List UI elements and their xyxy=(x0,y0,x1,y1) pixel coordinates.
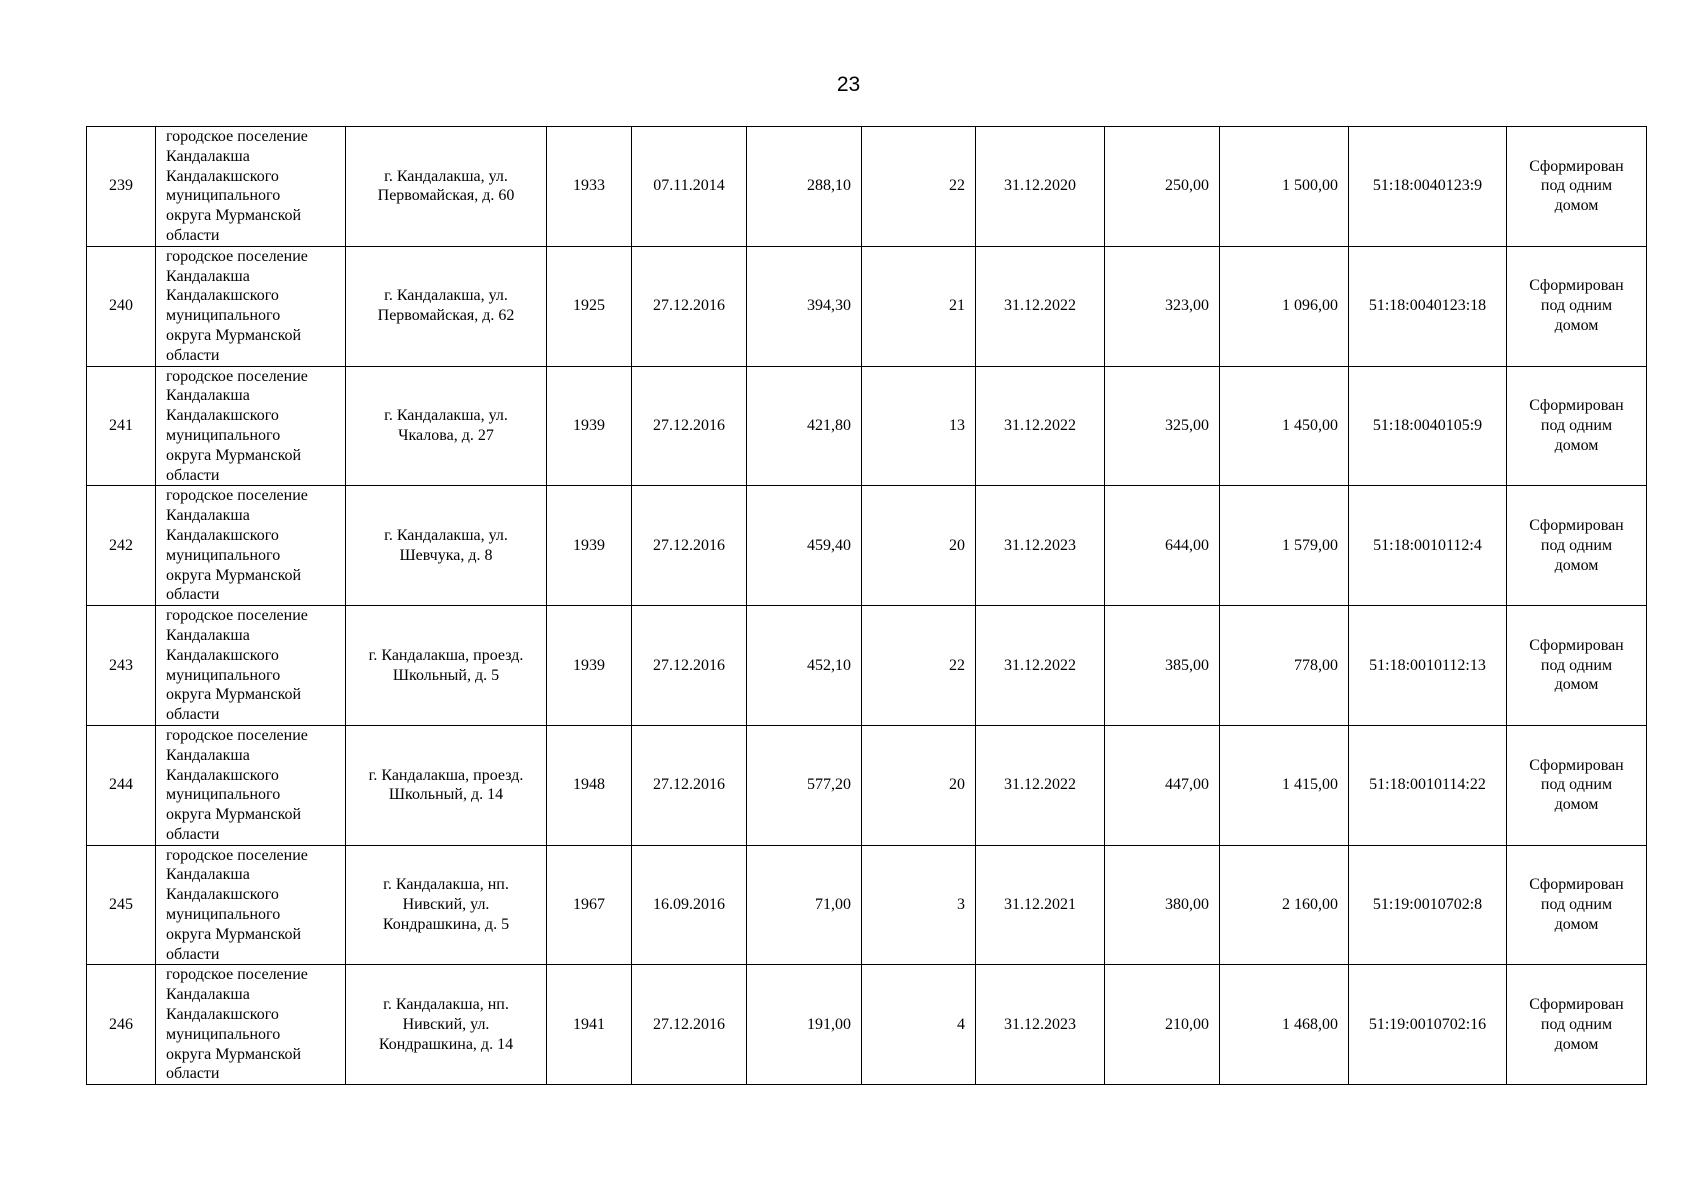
cell-municipality-line: округа Мурманской xyxy=(166,806,302,824)
cell-address xyxy=(346,486,547,606)
cell-living-area: 394,30 xyxy=(747,246,862,366)
cell-municipality-line: муниципального xyxy=(166,426,281,444)
cell-municipality-line: Кандалакша xyxy=(166,986,250,1004)
cell-address-line: г. Кандалакша, ул. xyxy=(384,167,508,185)
cell-address-line: г. Кандалакша, проезд. xyxy=(368,766,524,784)
cell-municipality-line: городское поселение xyxy=(166,128,308,145)
cell-municipality-line: городское поселение xyxy=(166,966,308,984)
cell-municipality-line: муниципального xyxy=(166,307,281,325)
cell-land-status xyxy=(1507,606,1647,726)
cell-land-area: 778,00 xyxy=(1220,606,1349,726)
cell-land-status-line: под одним xyxy=(1540,177,1613,195)
cell-land-status-line: под одним xyxy=(1540,896,1613,914)
cell-municipality-line: Кандалакша xyxy=(166,626,250,644)
cell-living-area: 288,10 xyxy=(747,127,862,247)
cell-municipality-line: области xyxy=(166,586,220,604)
cell-land-status-line: под одним xyxy=(1540,536,1613,554)
cell-address-line: г. Кандалакша, нп. xyxy=(383,876,509,894)
cell-residents: 20 xyxy=(862,486,976,606)
cell-cadastral-number: 51:18:0040123:18 xyxy=(1349,246,1507,366)
cell-build-year: 1939 xyxy=(547,486,632,606)
cell-row-number: 241 xyxy=(87,366,156,486)
cell-living-area: 421,80 xyxy=(747,366,862,486)
cell-area: 380,00 xyxy=(1105,845,1220,965)
cell-address xyxy=(346,127,547,247)
cell-land-status-line: под одним xyxy=(1540,297,1613,315)
cell-municipality-line: Кандалакша xyxy=(166,746,250,764)
cell-land-status-line: домом xyxy=(1554,676,1599,694)
cell-address xyxy=(346,845,547,965)
cell-municipality xyxy=(156,725,346,845)
cell-residents: 3 xyxy=(862,845,976,965)
cell-municipality-line: области xyxy=(166,825,220,843)
cell-build-year: 1939 xyxy=(547,606,632,726)
cell-address xyxy=(346,246,547,366)
cell-municipality-line: Кандалакшского xyxy=(166,886,279,904)
cell-address xyxy=(346,606,547,726)
cell-cadastral-number: 51:19:0010702:8 xyxy=(1349,845,1507,965)
cell-cadastral-number: 51:18:0010112:4 xyxy=(1349,486,1507,606)
cell-municipality-line: муниципального xyxy=(166,786,281,804)
cell-row-number: 240 xyxy=(87,246,156,366)
cell-land-status xyxy=(1507,965,1647,1085)
table-row xyxy=(87,246,1647,366)
cell-planned-date: 31.12.2022 xyxy=(976,246,1105,366)
cell-planned-date: 31.12.2020 xyxy=(976,127,1105,247)
cell-address-line: Кондрашкина, д. 14 xyxy=(378,1035,514,1053)
page-number: 23 xyxy=(836,73,861,96)
cell-land-area: 1 096,00 xyxy=(1220,246,1349,366)
cell-residents: 21 xyxy=(862,246,976,366)
cell-municipality-line: Кандалакша xyxy=(166,507,250,525)
cell-municipality xyxy=(156,965,346,1085)
cell-land-area: 1 468,00 xyxy=(1220,965,1349,1085)
cell-area: 325,00 xyxy=(1105,366,1220,486)
cell-address-line: г. Кандалакша, ул. xyxy=(384,526,508,544)
cell-living-area: 459,40 xyxy=(747,486,862,606)
cell-municipality-line: области xyxy=(166,466,220,484)
cell-living-area: 71,00 xyxy=(747,845,862,965)
cell-address xyxy=(346,366,547,486)
cell-municipality-line: Кандалакшского xyxy=(166,526,279,544)
cell-area: 447,00 xyxy=(1105,725,1220,845)
cell-address-line: Нивский, ул. xyxy=(402,896,490,914)
cell-residents: 13 xyxy=(862,366,976,486)
cell-area: 210,00 xyxy=(1105,965,1220,1085)
cell-municipality-line: области xyxy=(166,706,220,724)
cell-municipality-line: Кандалакшского xyxy=(166,646,279,664)
cell-municipality xyxy=(156,486,346,606)
cell-municipality-line: области xyxy=(166,226,220,244)
cell-residents: 22 xyxy=(862,127,976,247)
cell-row-number: 246 xyxy=(87,965,156,1085)
cell-recognition-date: 27.12.2016 xyxy=(632,246,747,366)
table-row xyxy=(87,845,1647,965)
cell-address-line: Школьный, д. 14 xyxy=(388,786,504,804)
cell-municipality-line: городское поселение xyxy=(166,487,308,505)
cell-residents: 22 xyxy=(862,606,976,726)
cell-municipality xyxy=(156,606,346,726)
cell-cadastral-number: 51:18:0010114:22 xyxy=(1349,725,1507,845)
cell-municipality-line: Кандалакшского xyxy=(166,287,279,305)
cell-municipality xyxy=(156,127,346,247)
cell-area: 644,00 xyxy=(1105,486,1220,606)
cell-municipality-line: округа Мурманской xyxy=(166,446,302,464)
cell-recognition-date: 16.09.2016 xyxy=(632,845,747,965)
cell-address-line: Первомайская, д. 60 xyxy=(377,187,515,205)
cell-land-area: 1 579,00 xyxy=(1220,486,1349,606)
cell-land-status xyxy=(1507,725,1647,845)
table-row xyxy=(87,366,1647,486)
cell-land-status xyxy=(1507,366,1647,486)
cell-municipality-line: городское поселение xyxy=(166,367,308,385)
cell-land-status xyxy=(1507,127,1647,247)
cell-planned-date: 31.12.2022 xyxy=(976,606,1105,726)
cell-area: 323,00 xyxy=(1105,246,1220,366)
cell-municipality-line: округа Мурманской xyxy=(166,1045,302,1063)
cell-municipality-line: округа Мурманской xyxy=(166,207,302,225)
cell-residents: 20 xyxy=(862,725,976,845)
cell-row-number: 244 xyxy=(87,725,156,845)
cell-recognition-date: 07.11.2014 xyxy=(632,127,747,247)
cell-land-status-line: Сформирован xyxy=(1529,277,1624,295)
cell-build-year: 1948 xyxy=(547,725,632,845)
cell-address-line: г. Кандалакша, ул. xyxy=(384,407,508,425)
cell-recognition-date: 27.12.2016 xyxy=(632,606,747,726)
cell-land-status-line: под одним xyxy=(1540,417,1613,435)
cell-municipality-line: Кандалакшского xyxy=(166,167,279,185)
table-row xyxy=(87,725,1647,845)
cell-municipality-line: округа Мурманской xyxy=(166,925,302,943)
cell-municipality-line: Кандалакшского xyxy=(166,407,279,425)
cell-municipality-line: муниципального xyxy=(166,187,281,205)
cell-land-status-line: Сформирован xyxy=(1529,397,1624,415)
housing-registry-table xyxy=(86,126,1647,1085)
cell-planned-date: 31.12.2023 xyxy=(976,486,1105,606)
cell-land-status-line: под одним xyxy=(1540,1015,1613,1033)
cell-municipality-line: Кандалакшского xyxy=(166,1006,279,1024)
cell-address-line: г. Кандалакша, ул. xyxy=(384,287,508,305)
cell-municipality-line: городское поселение xyxy=(166,726,308,744)
table-body xyxy=(87,127,1647,1085)
cell-planned-date: 31.12.2022 xyxy=(976,725,1105,845)
cell-municipality xyxy=(156,366,346,486)
cell-recognition-date: 27.12.2016 xyxy=(632,486,747,606)
cell-area: 250,00 xyxy=(1105,127,1220,247)
cell-residents: 4 xyxy=(862,965,976,1085)
cell-municipality xyxy=(156,845,346,965)
cell-recognition-date: 27.12.2016 xyxy=(632,725,747,845)
cell-municipality-line: области xyxy=(166,346,220,364)
cell-land-status-line: Сформирован xyxy=(1529,517,1624,535)
cell-build-year: 1939 xyxy=(547,366,632,486)
cell-municipality-line: Кандалакшского xyxy=(166,766,279,784)
cell-address-line: Первомайская, д. 62 xyxy=(377,307,515,325)
cell-municipality-line: Кандалакша xyxy=(166,866,250,884)
cell-row-number: 242 xyxy=(87,486,156,606)
cell-land-status-line: Сформирован xyxy=(1529,157,1624,175)
cell-address xyxy=(346,725,547,845)
cell-municipality-line: городское поселение xyxy=(166,247,308,265)
cell-planned-date: 31.12.2021 xyxy=(976,845,1105,965)
cell-address-line: Кондрашкина, д. 5 xyxy=(382,915,510,933)
cell-municipality-line: области xyxy=(166,1065,220,1083)
cell-land-status-line: домом xyxy=(1554,1035,1599,1053)
cell-living-area: 577,20 xyxy=(747,725,862,845)
table-row xyxy=(87,965,1647,1085)
cell-build-year: 1941 xyxy=(547,965,632,1085)
cell-living-area: 452,10 xyxy=(747,606,862,726)
cell-land-status xyxy=(1507,246,1647,366)
cell-municipality-line: округа Мурманской xyxy=(166,566,302,584)
cell-municipality-line: Кандалакша xyxy=(166,147,250,165)
cell-municipality-line: Кандалакша xyxy=(166,387,250,405)
cell-address xyxy=(346,965,547,1085)
cell-land-area: 1 500,00 xyxy=(1220,127,1349,247)
cell-land-status-line: домом xyxy=(1554,796,1599,814)
cell-municipality-line: округа Мурманской xyxy=(166,686,302,704)
cell-land-status xyxy=(1507,845,1647,965)
cell-row-number: 245 xyxy=(87,845,156,965)
cell-land-status xyxy=(1507,486,1647,606)
cell-address-line: Чкалова, д. 27 xyxy=(398,426,494,444)
cell-cadastral-number: 51:18:0040123:9 xyxy=(1349,127,1507,247)
cell-land-status-line: под одним xyxy=(1540,776,1613,794)
cell-row-number: 239 xyxy=(87,127,156,247)
cell-cadastral-number: 51:18:0040105:9 xyxy=(1349,366,1507,486)
table-row xyxy=(87,606,1647,726)
cell-area: 385,00 xyxy=(1105,606,1220,726)
cell-land-status-line: под одним xyxy=(1540,656,1613,674)
table-row xyxy=(87,486,1647,606)
cell-recognition-date: 27.12.2016 xyxy=(632,965,747,1085)
cell-land-status-line: Сформирован xyxy=(1529,876,1624,894)
cell-build-year: 1925 xyxy=(547,246,632,366)
cell-municipality-line: муниципального xyxy=(166,666,281,684)
cell-build-year: 1933 xyxy=(547,127,632,247)
cell-cadastral-number: 51:18:0010112:13 xyxy=(1349,606,1507,726)
cell-land-area: 2 160,00 xyxy=(1220,845,1349,965)
cell-municipality-line: Кандалакша xyxy=(166,267,250,285)
cell-recognition-date: 27.12.2016 xyxy=(632,366,747,486)
cell-land-status-line: домом xyxy=(1554,317,1599,335)
cell-land-status-line: домом xyxy=(1554,556,1599,574)
cell-municipality-line: области xyxy=(166,945,220,963)
cell-municipality-line: муниципального xyxy=(166,1025,281,1043)
cell-land-status-line: домом xyxy=(1554,915,1599,933)
cell-municipality-line: округа Мурманской xyxy=(166,326,302,344)
cell-living-area: 191,00 xyxy=(747,965,862,1085)
cell-municipality-line: городское поселение xyxy=(166,607,308,625)
cell-municipality-line: городское поселение xyxy=(166,846,308,864)
cell-land-status-line: домом xyxy=(1554,436,1599,454)
cell-municipality-line: муниципального xyxy=(166,906,281,924)
cell-land-area: 1 415,00 xyxy=(1220,725,1349,845)
cell-municipality-line: муниципального xyxy=(166,546,281,564)
table-row xyxy=(87,127,1647,247)
cell-address-line: г. Кандалакша, проезд. xyxy=(368,646,524,664)
cell-address-line: г. Кандалакша, нп. xyxy=(383,996,509,1014)
cell-build-year: 1967 xyxy=(547,845,632,965)
cell-row-number: 243 xyxy=(87,606,156,726)
cell-address-line: Школьный, д. 5 xyxy=(392,666,500,684)
cell-land-status-line: Сформирован xyxy=(1529,636,1624,654)
cell-land-status-line: Сформирован xyxy=(1529,996,1624,1014)
cell-cadastral-number: 51:19:0010702:16 xyxy=(1349,965,1507,1085)
cell-municipality xyxy=(156,246,346,366)
cell-address-line: Шевчука, д. 8 xyxy=(399,546,493,564)
cell-address-line: Нивский, ул. xyxy=(402,1015,490,1033)
cell-land-area: 1 450,00 xyxy=(1220,366,1349,486)
cell-planned-date: 31.12.2022 xyxy=(976,366,1105,486)
cell-planned-date: 31.12.2023 xyxy=(976,965,1105,1085)
cell-land-status-line: Сформирован xyxy=(1529,756,1624,774)
cell-land-status-line: домом xyxy=(1554,197,1599,215)
